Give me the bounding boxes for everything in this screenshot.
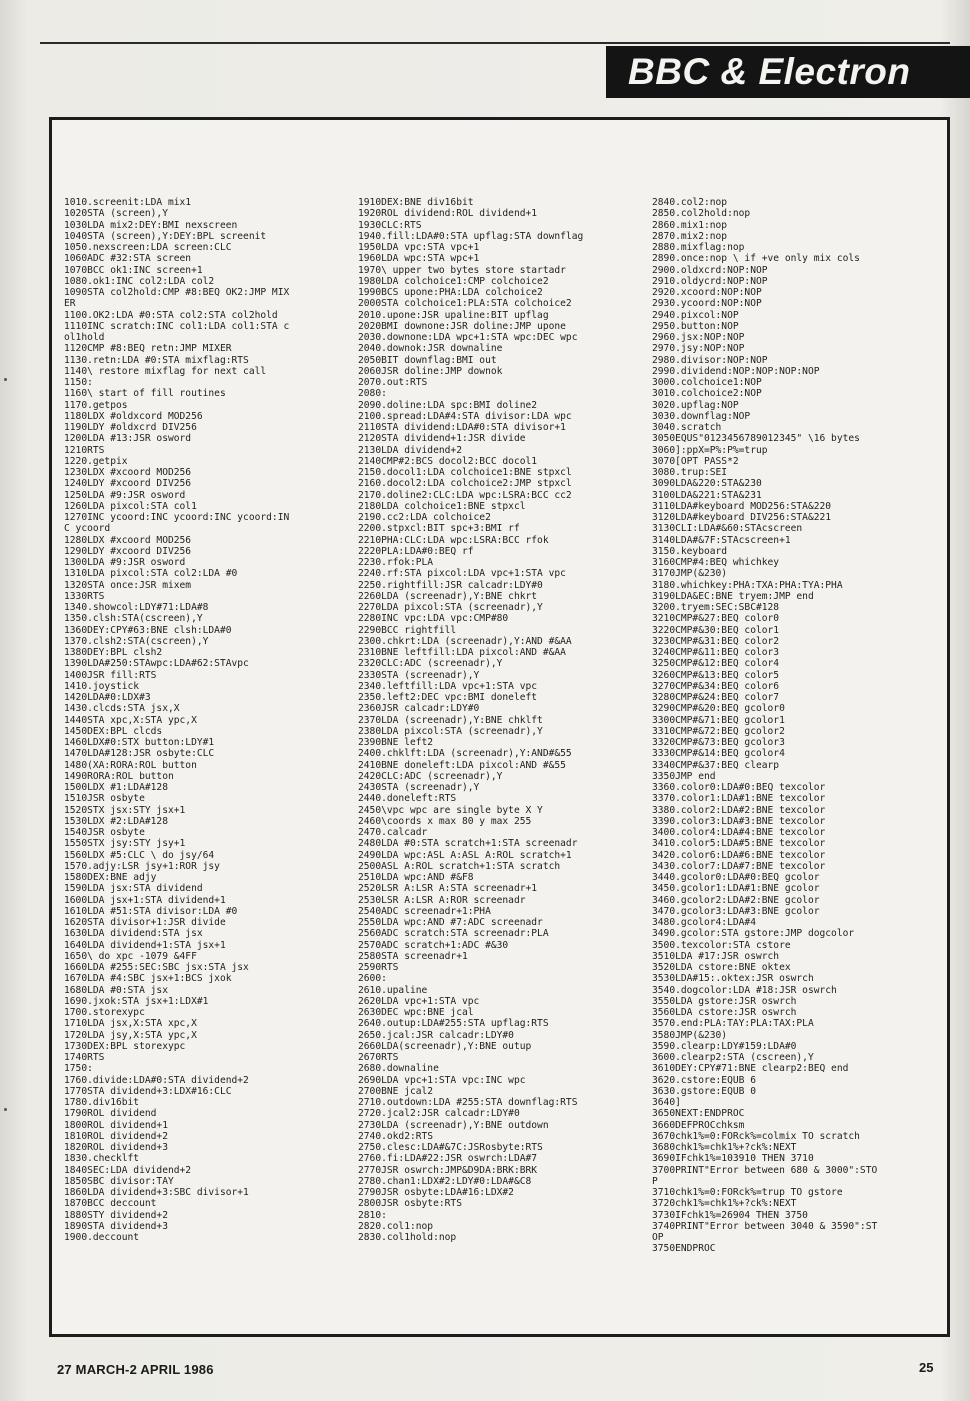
code-line: 1500LDX #1:LDA#128 [64,782,168,793]
code-line: 2330STA (screenadr),Y [358,669,480,681]
code-line: 2040.downok:JSR downaline [358,343,503,355]
code-line: 3050EQUS"0123456789012345" \16 bytes [652,433,860,445]
code-line: 2420CLC:ADC (screenadr),Y [358,770,503,782]
code-line: 1550STX jsy:STY jsy+1 [64,838,186,850]
code-line: 1530LDX #2:LDA#128 [64,815,168,827]
code-line: 1940.fill:LDA#0:STA upflag:STA downflag [358,230,584,242]
code-line: 3200.tryem:SEC:SBC#128 [652,602,780,613]
code-line: 2880.mixflag:nop [652,242,745,253]
code-line: 1270INC ycoord:INC ycoord:INC ycoord:IN [64,512,290,523]
code-line: 3700PRINT"Error between 680 & 3000":STO [652,1164,878,1176]
code-line: C ycoord [64,523,111,535]
code-line: 2100.spread:LDA#4:STA divisor:LDA wpc [358,410,572,422]
code-line: 1800ROL dividend+1 [64,1119,168,1131]
code-line: 2970.jsy:NOP:NOP [652,343,745,355]
code-line: 1020STA (screen),Y [64,208,168,220]
code-line: 2360JSR calcadr:LDY#0 [358,703,480,715]
code-line: 1400JSR fill:RTS [64,669,157,681]
code-line: ol1hold [64,332,105,343]
code-line: 1810ROL dividend+2 [64,1130,168,1142]
code-line: 1770STA dividend+3:LDX#16:CLC [64,1085,232,1097]
code-line: 1980LDA colchoice1:CMP colchoice2 [358,275,549,287]
code-line: 1630LDA dividend:STA jsx [64,928,203,940]
code-line: 3320CMP#&73:BEQ gcolor3 [652,737,785,748]
code-line: 1600LDA jsx+1:STA dividend+1 [64,894,226,906]
code-line: 3140LDA#&7F:STAcscreen+1 [652,534,791,546]
code-line: 3130CLI:LDA#&60:STAcscreen [652,523,803,535]
code-line: 1370.clsh2:STA(cscreen),Y [64,635,209,647]
code-line: 1150: [64,377,93,388]
code-line: 2120STA dividend+1:JSR divide [358,433,526,445]
code-line: 1460LDX#0:STX button:LDY#1 [64,737,215,748]
code-line: 1060ADC #32:STA screen [64,253,192,265]
code-line: 1430.clcds:STA jsx,X [64,703,180,715]
code-line: 1210RTS [64,444,105,456]
code-line: 2550LDA wpc:AND #7:ADC screenadr [358,917,543,928]
code-line: 3070[OPT PASS*2 [652,455,739,467]
code-line: 1240LDY #xcoord DIV256 [64,478,192,490]
code-line: 1130.retn:LDA #0:STA mixflag:RTS [64,354,249,366]
code-line: 1310LDA pixcol:STA col2:LDA #0 [64,568,238,580]
code-line: 1010.screenit:LDA mix1 [64,197,192,208]
code-line: 2250.rightfill:JSR calcadr:LDY#0 [358,579,543,591]
code-line: 3380.color2:LDA#2:BNE texcolor [652,804,826,816]
code-line: 2780.chan1:LDX#2:LDY#0:LDA#&C8 [358,1175,532,1187]
code-line: 1410.joystick [64,680,140,692]
code-line: 1970\ upper two bytes store startadr [358,264,566,276]
code-line: 2820.col1:nop [358,1220,434,1232]
code-line: 1910DEX:BNE div16bit [358,197,474,208]
page-number: 25 [919,1360,934,1375]
code-line: 1730DEX:BPL storexypc [64,1040,186,1052]
code-line: 1360DEY:CPY#63:BNE clsh:LDA#0 [64,624,232,636]
code-line: 3620.cstore:EQUB 6 [652,1074,756,1086]
code-line: 3080.trup:SEI [652,467,728,478]
code-line: 1610LDA #51:STA divisor:LDA #0 [64,905,238,917]
code-line: 1660LDA #255:SEC:SBC jsx:STA jsx [64,962,249,973]
code-line: 3520LDA cstore:BNE oktex [652,962,791,973]
code-line: P [652,1175,658,1187]
code-line: 2580STA screenadr+1 [358,950,468,962]
code-line: 2810: [358,1209,387,1221]
code-line: 2170.doline2:CLC:LDA wpc:LSRA:BCC cc2 [358,489,572,501]
code-line: 2670RTS [358,1052,399,1063]
code-line: 3710chk1%=0:FORck%=trup TO gstore [652,1187,843,1198]
listing-column-3 [652,197,942,1255]
code-line: 1650\ do xpc -1079 &4FF [64,950,197,962]
code-line: 2460\coords x max 80 y max 255 [358,815,532,827]
code-line: 3300CMP#&71:BEQ gcolor1 [652,714,785,726]
code-line: 3350JMP end [652,770,716,782]
code-line: 2500ASL A:ROL scratch+1:STA scratch [358,860,561,872]
code-line: 1080.ok1:INC col2:LDA col2 [64,275,215,287]
code-line: ER [64,298,76,310]
code-line: 1050.nexscreen:LDA screen:CLC [64,242,232,253]
code-line: 1380DEY:BPL clsh2 [64,647,163,658]
code-line: 3420.color6:LDA#6:BNE texcolor [652,849,826,861]
binding-mark [4,1108,7,1111]
code-line: 1470LDA#128:JSR osbyte:CLC [64,748,215,760]
code-line: 2770JSR oswrch:JMP&D9DA:BRK:BRK [358,1164,538,1176]
code-line: 1090STA col2hold:CMP #8:BEQ OK2:JMP MIX [64,287,290,298]
code-line: 2650.jcal:JSR calcadr:LDY#0 [358,1029,514,1041]
code-line: 3440.gcolor0:LDA#0:BEQ gcolor [652,872,820,883]
code-line: 2370LDA (screenadr),Y:BNE chklft [358,714,543,726]
code-line: 2180LDA colchoice1:BNE stpxcl [358,500,526,512]
code-line: 3680chk1%=chk1%+?ck%:NEXT [652,1142,797,1153]
code-line: 3610DEY:CPY#71:BNE clearp2:BEQ end [652,1063,849,1075]
code-line: 2480LDA #0:STA scratch+1:STA screenadr [358,838,578,850]
code-line: 2300.chkrt:LDA (screenadr),Y:AND #&AA [358,635,572,647]
code-line: 1140\ restore mixflag for next call [64,365,267,377]
code-line: 3090LDA&220:STA&230 [652,478,762,490]
code-line: 1570.adjy:LSR jsy+1:ROR jsy [64,860,220,872]
code-line: 2400.chklft:LDA (screenadr),Y:AND#&55 [358,748,572,760]
code-line: 2380LDA pixcol:STA (screenadr),Y [358,725,543,737]
code-line: 1580DEX:BNE adjy [64,872,157,883]
code-line: 1640LDA dividend+1:STA jsx+1 [64,939,226,951]
code-line: 2210PHA:CLC:LDA wpc:LSRA:BCC rfok [358,534,549,546]
code-line: 3230CMP#&31:BEQ color2 [652,635,780,647]
code-line: 1950LDA vpc:STA vpc+1 [358,242,480,253]
code-line: 2870.mix2:nop [652,230,728,242]
code-line: 2700BNE jcal2 [358,1085,434,1097]
code-line: 3000.colchoice1:NOP [652,377,762,388]
code-line: 2960.jsx:NOP:NOP [652,332,745,343]
code-line: 3670chk1%=0:FORck%=colmix TO scratch [652,1130,860,1142]
code-line: 1520STX jsx:STY jsx+1 [64,804,186,816]
code-line: 2590RTS [358,962,399,973]
code-line: 2350.left2:DEC vpc:BMI doneleft [358,692,538,703]
code-line: 1890STA dividend+3 [64,1220,168,1232]
code-line: 3460.gcolor2:LDA#2:BNE gcolor [652,894,820,906]
code-line: 2230.rfok:PLA [358,557,434,568]
code-line: 3650NEXT:ENDPROC [652,1108,745,1120]
code-line: 3210CMP#&27:BEQ color0 [652,613,780,625]
code-line: 2240.rf:STA pixcol:LDA vpc+1:STA vpc [358,568,566,580]
code-line: 1030LDA mix2:DEY:BMI nexscreen [64,219,238,231]
code-line: 1110INC scratch:INC col1:LDA col1:STA c [64,320,290,332]
code-line: 2860.mix1:nop [652,219,728,231]
code-line: 3470.gcolor3:LDA#3:BNE gcolor [652,905,820,917]
code-line: 1280LDX #xcoord MOD256 [64,534,192,546]
code-line: 2830.col1hold:nop [358,1232,457,1243]
code-line: 2520LSR A:LSR A:STA screenadr+1 [358,883,538,895]
code-line: 1870BCC deccount [64,1198,157,1210]
code-line: 1820ROL dividend+3 [64,1142,168,1153]
code-line: 1930CLC:RTS [358,219,422,231]
code-line: 3150.keyboard [652,545,728,557]
code-line: 1790ROL dividend [64,1108,157,1120]
code-line: 1840SEC:LDA dividend+2 [64,1164,192,1176]
code-line: 2900.oldxcrd:NOP:NOP [652,264,768,276]
code-line: 2000STA colchoice1:PLA:STA colchoice2 [358,298,572,310]
code-line: 1160\ start of fill routines [64,388,226,400]
code-line: 3660DEFPROCchksm [652,1119,745,1131]
code-line: 1340.showcol:LDY#71:LDA#8 [64,602,209,613]
code-line: 3160CMP#4:BEQ whichkey [652,557,780,568]
code-line: 1100.OK2:LDA #0:STA col2:STA col2hold [64,309,278,321]
code-line: 1860LDA dividend+3:SBC divisor+1 [64,1187,249,1198]
code-line: 2640.outup:LDA#255:STA upflag:RTS [358,1018,549,1030]
section-title: BBC & Electron [628,51,911,92]
code-line: 3120LDA#keyboard DIV256:STA&221 [652,512,832,523]
code-line: 2140CMP#2:BCS docol2:BCC docol1 [358,455,538,467]
code-line: 2310BNE leftfill:LDA pixcol:AND #&AA [358,647,566,658]
code-line: 1880STY dividend+2 [64,1209,168,1221]
code-line: 3360.color0:LDA#0:BEQ texcolor [652,782,826,793]
code-line: 2070.out:RTS [358,377,428,388]
code-line: 3530LDA#15:.oktex:JSR oswrch [652,973,814,985]
code-line: 2800JSR osbyte:RTS [358,1198,462,1210]
code-line: 1590LDA jsx:STA dividend [64,883,203,895]
binding-mark [4,378,7,381]
code-line: 2260LDA (screenadr),Y:BNE chkrt [358,590,538,602]
code-line: 2840.col2:nop [652,197,728,208]
code-line: 3510LDA #17:JSR oswrch [652,950,780,962]
code-line: 3630.gstore:EQUB 0 [652,1085,756,1097]
code-line: 2740.okd2:RTS [358,1130,434,1142]
code-line: 2610.upaline [358,984,428,996]
code-line: 3040.scratch [652,422,722,433]
code-line: 2690LDA vpc+1:STA vpc:INC wpc [358,1074,526,1086]
code-line: 3370.color1:LDA#1:BNE texcolor [652,793,826,805]
code-line: 1510JSR osbyte [64,793,145,805]
code-line: 3540.dogcolor:LDA #18:JSR oswrch [652,984,837,996]
code-line: 3750ENDPROC [652,1243,716,1255]
code-line: 1180LDX #oldxcord MOD256 [64,410,203,422]
code-line: 1440STA xpc,X:STA ypc,X [64,714,197,726]
code-line: 2050BIT downflag:BMI out [358,354,497,366]
code-line: 3390.color3:LDA#3:BNE texcolor [652,815,826,827]
code-line: 1230LDX #xcoord MOD256 [64,467,192,478]
code-line: 2950.button:NOP [652,320,739,332]
code-line: 2470.calcadr [358,827,428,838]
code-line: 2530LSR A:LSR A:ROR screenadr [358,894,526,906]
code-line: 2910.oldycrd:NOP:NOP [652,275,768,287]
code-line: 2730LDA (screenadr),Y:BNE outdown [358,1119,549,1131]
code-line: 1540JSR osbyte [64,827,145,838]
code-line: 2440.doneleft:RTS [358,793,457,805]
code-line: 3730IFchk1%=26904 THEN 3750 [652,1209,808,1221]
code-line: 1560LDX #5:CLC \ do jsy/64 [64,849,215,861]
code-line: 1620STA divisor+1:JSR divide [64,917,226,928]
code-line: 1040STA (screen),Y:DEY:BPL screenit [64,230,267,242]
code-line: 3550LDA gstore:JSR oswrch [652,995,797,1007]
code-line: 1490RORA:ROL button [64,770,174,782]
code-line: 3570.end:PLA:TAY:PLA:TAX:PLA [652,1018,814,1030]
code-line: 3260CMP#&13:BEQ color5 [652,669,780,681]
code-line: 3270CMP#&34:BEQ color6 [652,680,780,692]
code-line: 2280INC vpc:LDA vpc:CMP#80 [358,613,509,625]
code-line: 2430STA (screenadr),Y [358,782,480,793]
code-line: 3020.upflag:NOP [652,399,739,411]
code-line: 3490.gcolor:STA gstore:JMP dogcolor [652,928,855,940]
code-line: 1250LDA #9:JSR osword [64,489,186,501]
code-line: 3500.texcolor:STA cstore [652,939,791,951]
code-line: 2450\vpc wpc are single byte X Y [358,804,543,816]
code-line: 1720LDA jsy,X:STA ypc,X [64,1029,197,1041]
code-line: 2680.downaline [358,1063,439,1075]
code-line: 1480(XA:RORA:ROL button [64,759,197,771]
code-line: 3640] [652,1097,681,1108]
code-line: 3030.downflag:NOP [652,410,751,422]
code-line: 1740RTS [64,1052,105,1063]
code-line: 2490LDA wpc:ASL A:ASL A:ROL scratch+1 [358,849,572,861]
code-line: 2390BNE left2 [358,737,434,748]
code-line: 2150.docol1:LDA colchoice1:BNE stpxcl [358,467,572,478]
code-line: 2940.pixcol:NOP [652,309,739,321]
code-line: 3310CMP#&72:BEQ gcolor2 [652,725,785,737]
code-line: 2060JSR doline:JMP downok [358,365,503,377]
code-line: 3190LDA&EC:BNE tryem:JMP end [652,590,814,602]
code-line: 1680LDA #0:STA jsx [64,984,168,996]
code-line: 1690.jxok:STA jsx+1:LDX#1 [64,995,209,1007]
code-line: 3280CMP#&24:BEQ color7 [652,692,780,703]
code-line: 1830.checklft [64,1153,140,1165]
code-line: 3290CMP#&20:BEQ gcolor0 [652,703,785,715]
code-line: 2290BCC rightfill [358,624,457,636]
code-line: 3580JMP(&230) [652,1029,728,1041]
code-line: 3430.color7:LDA#7:BNE texcolor [652,860,826,872]
code-line: 2600: [358,973,387,985]
code-line: 2190.cc2:LDA colchoice2 [358,512,491,523]
code-line: 1320STA once:JSR mixem [64,579,192,591]
code-line: 3590.clearp:LDY#159:LDA#0 [652,1040,797,1052]
code-line: 2410BNE doneleft:LDA pixcol:AND #&55 [358,759,566,771]
code-line: 3220CMP#&30:BEQ color1 [652,624,780,636]
code-line: 3330CMP#&14:BEQ gcolor4 [652,748,785,760]
code-line: 1760.divide:LDA#0:STA dividend+2 [64,1074,249,1086]
code-line: 2560ADC scratch:STA screenadr:PLA [358,928,549,940]
code-line: 2570ADC scratch+1:ADC #&30 [358,939,509,951]
code-line: 2790JSR osbyte:LDA#16:LDX#2 [358,1187,514,1198]
code-line: 3110LDA#keyboard MOD256:STA&220 [652,500,832,512]
code-line: 1200LDA #13:JSR osword [64,433,192,445]
code-line: 1960LDA wpc:STA wpc+1 [358,253,480,265]
code-line: 3600.clearp2:STA (cscreen),Y [652,1052,814,1063]
code-line: 2930.ycoord:NOP:NOP [652,298,762,310]
code-line: 1710LDA jsx,X:STA xpc,X [64,1018,197,1030]
code-line: 1420LDA#0:LDX#3 [64,692,151,703]
code-line: 3060]:ppX=P%:P%=trup [652,444,768,456]
code-line: 2020BMI downone:JSR doline:JMP upone [358,320,566,332]
code-line: 1450DEX:BPL clcds [64,725,163,737]
code-line: 3180.whichkey:PHA:TXA:PHA:TYA:PHA [652,579,843,591]
issue-date: 27 MARCH-2 APRIL 1986 [57,1362,214,1377]
code-line: 2110STA dividend:LDA#0:STA divisor+1 [358,422,566,433]
code-line: 2200.stpxcl:BIT spc+3:BMI rf [358,523,520,535]
code-line: 2890.once:nop \ if +ve only mix cols [652,253,860,265]
top-rule [40,42,950,44]
code-line: 3480.gcolor4:LDA#4 [652,917,756,928]
code-line: 1900.deccount [64,1232,140,1243]
code-line: 3690IFchk1%=103910 THEN 3710 [652,1153,814,1165]
code-line: 2340.leftfill:LDA vpc+1:STA vpc [358,680,538,692]
code-line: 2660LDA(screenadr),Y:BNE outup [358,1040,532,1052]
code-line: 3340CMP#&37:BEQ clearp [652,759,780,771]
code-line: 1920ROL dividend:ROL dividend+1 [358,208,538,220]
code-line: 2320CLC:ADC (screenadr),Y [358,658,503,670]
code-line: 1330RTS [64,590,105,602]
code-line: 2270LDA pixcol:STA (screenadr),Y [358,602,543,613]
code-line: 1700.storexypc [64,1007,145,1018]
code-line: 2760.fi:LDA#22:JSR oswrch:LDA#7 [358,1153,538,1165]
code-line: 1390LDA#250:STAwpc:LDA#62:STAvpc [64,658,249,670]
code-line: 2990.dividend:NOP:NOP:NOP:NOP [652,365,820,377]
code-line: 2130LDA dividend+2 [358,444,462,456]
listing-column-1 [64,197,346,1243]
code-line: 3250CMP#&12:BEQ color4 [652,658,780,670]
code-line: 1780.div16bit [64,1097,140,1108]
code-line: 2540ADC screenadr+1:PHA [358,905,491,917]
code-line: 3560LDA cstore:JSR oswrch [652,1007,797,1018]
code-line: 2850.col2hold:nop [652,208,751,220]
code-line: 1170.getpos [64,399,128,411]
code-line: 3410.color5:LDA#5:BNE texcolor [652,838,826,850]
code-line: 2980.divisor:NOP:NOP [652,354,768,366]
code-line: 2750.clesc:LDA#&7C:JSRosbyte:RTS [358,1142,543,1153]
code-line: 1220.getpix [64,455,128,467]
code-line: 2630DEC wpc:BNE jcal [358,1007,474,1018]
code-line: 2090.doline:LDA spc:BMI doline2 [358,399,538,411]
code-line: 3100LDA&221:STA&231 [652,489,762,501]
code-line: 3240CMP#&11:BEQ color3 [652,647,780,658]
code-line: 3720chk1%=chk1%+?ck%:NEXT [652,1198,797,1210]
code-line: 1850SBC divisor:TAY [64,1175,174,1187]
code-line: 1190LDY #oldxcrd DIV256 [64,422,197,433]
code-line: 2030.downone:LDA wpc+1:STA wpc:DEC wpc [358,332,578,343]
code-line: 3010.colchoice2:NOP [652,388,762,400]
code-line: 1750: [64,1063,93,1075]
code-line: 1670LDA #4:SBC jsx+1:BCS jxok [64,973,232,985]
code-line: 2620LDA vpc+1:STA vpc [358,995,480,1007]
code-line: 2220PLA:LDA#0:BEQ rf [358,545,474,557]
code-line: 2510LDA wpc:AND #&F8 [358,872,474,883]
listing-column-2 [358,197,642,1243]
code-line: 1990BCS upone:PHA:LDA colchoice2 [358,287,543,298]
code-line: 2920.xcoord:NOP:NOP [652,287,762,298]
code-line: 1070BCC ok1:INC screen+1 [64,264,203,276]
code-line: 1120CMP #8:BEQ retn:JMP MIXER [64,343,232,355]
code-line: 3450.gcolor1:LDA#1:BNE gcolor [652,883,820,895]
code-line: 3170JMP(&230) [652,568,728,580]
code-line: 3400.color4:LDA#4:BNE texcolor [652,827,826,838]
code-line: 1350.clsh:STA(cscreen),Y [64,613,203,625]
code-line: 2710.outdown:LDA #255:STA downflag:RTS [358,1097,578,1108]
code-line: 1300LDA #9:JSR osword [64,557,186,568]
code-line: OP [652,1232,664,1243]
code-line: 2010.upone:JSR upaline:BIT upflag [358,309,549,321]
code-line: 1290LDY #xcoord DIV256 [64,545,192,557]
code-line: 2720.jcal2:JSR calcadr:LDY#0 [358,1108,520,1120]
code-line: 2160.docol2:LDA colchoice2:JMP stpxcl [358,478,572,490]
code-line: 3740PRINT"Error between 3040 & 3590":ST [652,1220,878,1232]
code-line: 1260LDA pixcol:STA col1 [64,500,197,512]
code-line: 2080: [358,388,387,400]
